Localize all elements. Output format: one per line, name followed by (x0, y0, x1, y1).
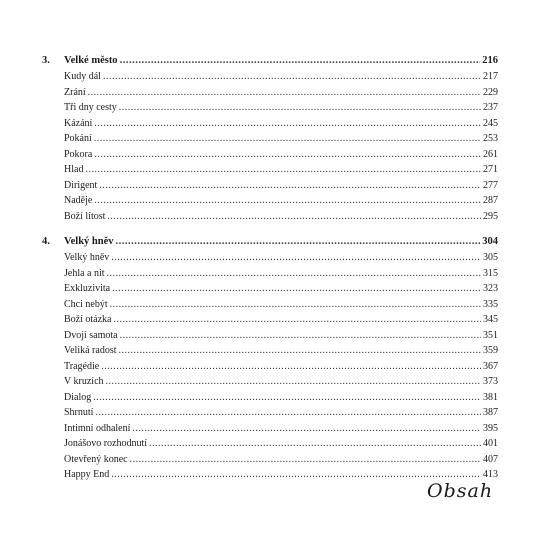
chapter-section (42, 53, 498, 224)
entry-title: Naděje (64, 195, 93, 206)
entry-title: Exkluzivita (64, 283, 111, 294)
entry-title: Otevřený konec (64, 453, 128, 465)
toc-entry (42, 328, 498, 344)
dot-leader (132, 421, 481, 437)
entry-page-number: 229 (483, 86, 498, 98)
entry-page-number: 295 (483, 210, 498, 222)
dot-leader (116, 234, 481, 250)
chapter-section (42, 234, 498, 483)
entry-page-number: 315 (483, 267, 498, 279)
toc-entry (42, 266, 498, 282)
dot-leader (94, 193, 481, 209)
entry-title: V kruzích (64, 376, 104, 387)
dot-leader (99, 178, 481, 194)
toc-entry (42, 390, 498, 406)
entry-title: Happy End (64, 469, 110, 480)
chapter-heading-row (42, 234, 498, 250)
entry-page-number: 335 (483, 298, 498, 310)
dot-leader (94, 131, 481, 147)
entry-title: Kázání (64, 117, 93, 129)
entry-page-number: 245 (483, 117, 498, 129)
entry-title: Pokora (64, 148, 93, 160)
entry-page-number: 305 (483, 252, 498, 263)
chapter-page-number: 304 (482, 236, 498, 247)
dot-leader (106, 374, 481, 390)
dot-leader (94, 116, 481, 132)
dot-leader (119, 343, 482, 359)
toc-entry (42, 100, 498, 116)
dot-leader (149, 436, 481, 452)
toc-entry (42, 343, 498, 359)
dot-leader (93, 390, 481, 406)
handwritten-page-label: Obsah (427, 480, 494, 502)
entry-title: Shrnutí (64, 407, 94, 418)
entry-title: Tragédie (64, 360, 100, 372)
entry-title: Velký hněv (64, 252, 110, 263)
dot-leader (120, 53, 481, 69)
entry-page-number: 253 (483, 133, 498, 144)
entry-title: Kudy dál (64, 71, 101, 82)
toc-entry (42, 178, 498, 194)
dot-leader (88, 85, 481, 101)
dot-leader (85, 162, 481, 178)
chapter-number: 3. (42, 55, 50, 66)
dot-leader (112, 281, 481, 297)
entry-title: Zrání (64, 86, 86, 98)
entry-title: Pokání (64, 133, 92, 144)
dot-leader (111, 467, 481, 483)
dot-leader (113, 312, 481, 328)
entry-title: Chci nebýt (64, 298, 108, 310)
toc-entry (42, 281, 498, 297)
entry-title: Dialog (64, 391, 92, 403)
entry-page-number: 237 (483, 102, 498, 113)
entry-page-number: 359 (483, 345, 498, 356)
toc-entry (42, 147, 498, 163)
entry-page-number: 407 (483, 453, 498, 465)
entry-page-number: 217 (483, 71, 498, 82)
toc-entry (42, 69, 498, 85)
entry-page-number: 367 (483, 360, 498, 372)
dot-leader (111, 250, 481, 266)
dot-leader (103, 69, 481, 85)
entry-page-number: 277 (483, 179, 498, 191)
toc-entry (42, 452, 498, 468)
entry-page-number: 271 (483, 164, 498, 175)
entry-page-number: 381 (483, 391, 498, 403)
toc-entry (42, 405, 498, 421)
chapter-page-number: 216 (482, 55, 498, 66)
dot-leader (120, 328, 481, 344)
entry-title: Boží lítost (64, 210, 106, 222)
entry-title: Dvojí samota (64, 329, 118, 341)
entry-page-number: 287 (483, 195, 498, 206)
toc-entry (42, 312, 498, 328)
toc-entry (42, 131, 498, 147)
dot-leader (107, 266, 481, 282)
dot-leader (119, 100, 481, 116)
chapter-title: Velké město (64, 55, 118, 66)
entry-title: Jonášovo rozhodnutí (64, 438, 148, 449)
toc-entry (42, 374, 498, 390)
dot-leader (101, 359, 481, 375)
entry-page-number: 401 (483, 438, 498, 449)
entry-title: Intimní odhalení (64, 422, 131, 434)
entry-page-number: 387 (483, 407, 498, 418)
dot-leader (95, 405, 481, 421)
dot-leader (107, 209, 481, 225)
entry-page-number: 261 (483, 148, 498, 160)
toc-entry (42, 193, 498, 209)
toc-entry (42, 116, 498, 132)
entry-title: Hlad (64, 164, 84, 175)
entry-title: Jehla a nit (64, 267, 105, 279)
chapter-number: 4. (42, 236, 50, 247)
entry-page-number: 413 (483, 469, 498, 480)
dot-leader (130, 452, 481, 468)
entry-page-number: 323 (483, 283, 498, 294)
entry-page-number: 345 (483, 314, 498, 325)
dot-leader (94, 147, 481, 163)
toc-entry (42, 250, 498, 266)
entry-page-number: 395 (483, 422, 498, 434)
toc-entry (42, 209, 498, 225)
chapter-heading-row (42, 53, 498, 69)
entry-title: Boží otázka (64, 314, 112, 325)
toc-entry (42, 359, 498, 375)
chapter-title: Velký hněv (64, 236, 114, 247)
toc-entry (42, 162, 498, 178)
entry-title: Tři dny cesty (64, 102, 117, 113)
toc-entry (42, 297, 498, 313)
dot-leader (110, 297, 481, 313)
entry-title: Dirigent (64, 179, 98, 191)
toc-entry (42, 85, 498, 101)
entry-page-number: 373 (483, 376, 498, 387)
toc-entry (42, 421, 498, 437)
toc-entry (42, 436, 498, 452)
entry-page-number: 351 (483, 329, 498, 341)
entry-title: Veliká radost (64, 345, 117, 356)
